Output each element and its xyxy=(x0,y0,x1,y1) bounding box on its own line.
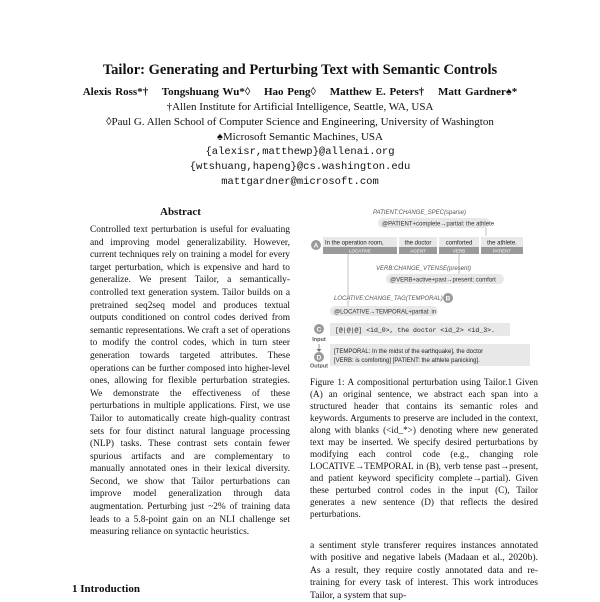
output-label: Output xyxy=(309,363,329,368)
label-b-text: B xyxy=(445,295,451,303)
figure-caption: Figure 1: A compositional perturbation using Tailor.1 Given (A) an original sentence, we abstract each span into a structured header that contains its semantic roles and keywords. Arguments to preserve are included in the context, along with blanks (<id_*>) denoting where new generated text may be inserted. We specify desired perturbations by modifying each control code (e.g., changing role LOCATIVE→TEMPORAL in (B), verb tense past→present, and patient keyword specificity complete→partial). Given these perturbed control codes in the input (C), Tailor generates a new sentence (D) that reflects the desired perturbations. xyxy=(310,377,538,519)
label-c-text: C xyxy=(316,326,322,334)
author-name: Alexis Ross*† xyxy=(82,86,149,98)
input-label: Input xyxy=(312,337,326,343)
span-text: In the operation room, xyxy=(325,240,384,247)
operation-label: VERB:CHANGE_VTENSE(present) xyxy=(376,266,472,272)
input-text: [@|@|@] <id_0>, the doctor <id_2> <id_3>. xyxy=(335,327,495,334)
email-address: {alexisr,matthewp}@allenai.org xyxy=(205,146,395,158)
operation-label: PATIENT:CHANGE_SPEC(sparse) xyxy=(373,210,467,216)
control-code-text: @LOCATIVE→TEMPORAL+partial: in xyxy=(334,309,437,316)
role-text: LOCATIVE xyxy=(349,248,371,254)
role-text: AGENT xyxy=(410,248,426,254)
span-text: the doctor xyxy=(404,240,432,247)
control-code-text: @PATIENT+complete→partial: the athlete xyxy=(382,221,495,228)
label-d-text: D xyxy=(316,354,322,362)
abstract-heading: Abstract xyxy=(160,206,201,218)
author-list xyxy=(0,86,600,98)
output-text: [TEMPORAL: In the midst of the earthquake], the doctor xyxy=(334,349,484,355)
affiliation: ♠Microsoft Semantic Machines, USA xyxy=(217,131,383,143)
span-text: the athlete. xyxy=(487,240,517,247)
operation-label: LOCATIVE:CHANGE_TAG(TEMPORAL) xyxy=(334,296,443,302)
span-text: comforted xyxy=(445,240,473,247)
author-name: Matthew E. Peters† xyxy=(329,86,425,98)
role-text: VERB xyxy=(452,248,466,254)
role-text: PATIENT xyxy=(492,248,512,254)
section-heading: 1 Introduction xyxy=(72,583,140,595)
email-address: {wtshuang,hapeng}@cs.washington.edu xyxy=(189,161,411,173)
affiliation: †Allen Institute for Artificial Intelligence, Seattle, WA, USA xyxy=(166,101,434,113)
author-name: Hao Peng◊ xyxy=(264,86,316,98)
paper-title: Tailor: Generating and Perturbing Text with Semantic Controls xyxy=(102,62,498,78)
abstract-text: Controlled text perturbation is useful for evaluating and improving model generalizability. However, current techniques rely on training a model for every target perturbation, which is expensive and hard to generalize. We present Tailor, a semantically-controlled text generation system. Tailor builds on a pretrained seq2seq model and produces textual outputs conditioned on control codes derived from semantic representations. We craft a set of operations to modify the control codes, which in turn steer generation towards targeted attributes. These operations can be further composed into higher-level ones, allowing for flexible perturbation strategies. We demonstrate the effectiveness of these perturbations in multiple applications. First, we use Tailor to automatically create high-quality contrast sets for four distinct natural language processing (NLP) tasks. These contrast sets contain fewer spurious artifacts and are complementary to manually annotated ones in their lexical diversity. Second, we show that Tailor perturbations can improve model generalization through data augmentation. Perturbing just ~2% of training data leads to a 5.8-point gain on an NLI challenge set measuring reliance on syntactic heuristics. xyxy=(90,225,290,538)
output-text: [VERB: is comforting] [PATIENT: the athlete panicking]. xyxy=(334,358,480,364)
control-code-text: @VERB+active+past→present: comfort xyxy=(390,277,496,284)
label-a-text: A xyxy=(313,242,319,250)
author-name: Tongshuang Wu*◊ xyxy=(161,86,251,98)
figure-diagram xyxy=(308,206,538,368)
email-address: mattgardner@microsoft.com xyxy=(221,176,379,188)
body-text: a sentiment style transferer requires instances annotated with positive and negative labels (Madaan et al., 2020b). As a result, they require costly annotated data and re-training for every task of interest. This work introduces Tailor, a system that sup- xyxy=(310,540,538,601)
author-name: Matt Gardner♠* xyxy=(438,86,518,98)
affiliation: ◊Paul G. Allen School of Computer Science and Engineering, University of Washington xyxy=(106,116,494,128)
arrow-down-icon xyxy=(317,349,322,352)
